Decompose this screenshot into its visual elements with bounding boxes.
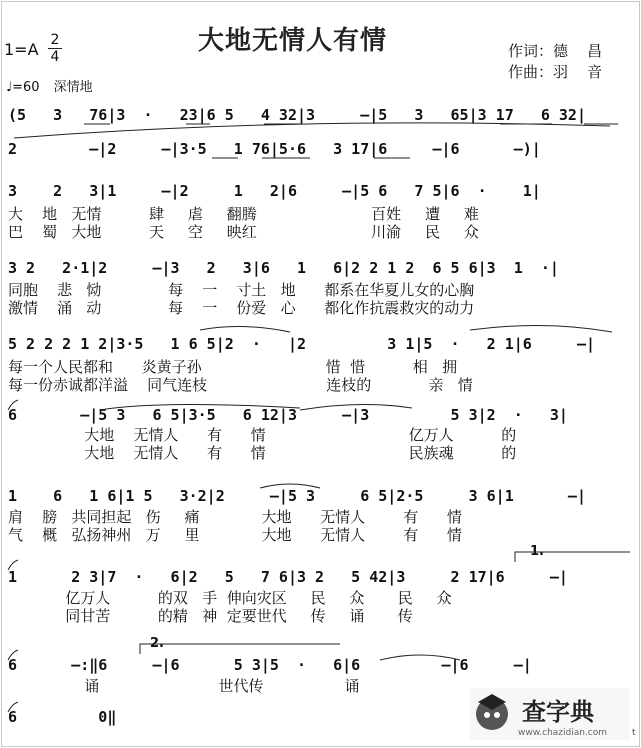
lyric-line-1: 大 地 无情 肆 虐 翻腾 百姓 遭 难 <box>8 205 479 223</box>
lyric-line-12: 同甘苦 的精 神 定要世代 传 诵 传 <box>8 607 413 625</box>
expression-mark: 深情地 <box>53 80 93 95</box>
notation-line-8: 1 2 3|7 · 6|2 5 7 6|3 2 5 42|3 2 17|6 —| <box>8 568 568 586</box>
slur <box>14 123 610 138</box>
key-signature: 1=A <box>4 40 39 59</box>
slur <box>260 484 320 488</box>
slur <box>8 650 18 660</box>
notation-line-1: (5 3 76|3 · 23|6 5 4 32|3 —|5 3 65|3 17 6 32| <box>8 106 586 124</box>
lyric-line-7: 大地 无情人 有 情 亿万人 的 <box>8 426 517 444</box>
slur <box>300 404 412 410</box>
notation-line-10: 6 0‖ <box>8 708 117 726</box>
slur <box>8 400 18 410</box>
volta-1-label: 1. <box>530 544 544 559</box>
lyric-line-4: 激情 涌 动 每 一 份爱 心 都化作抗震救灾的动力 <box>8 299 475 317</box>
slur <box>200 326 290 332</box>
volta-1-bracket <box>515 552 630 562</box>
notation-line-2: 2 —|2 —|3·5 1 76|5·6 3 17|6 —|6 —)| <box>8 140 541 158</box>
volta-2-bracket <box>140 644 340 654</box>
notation-line-4: 3 2 2·1|2 —|3 2 3|6 1 6|2 2 1 2 6 5 6|3 1 ·| <box>8 259 559 277</box>
time-bottom: 4 <box>50 49 60 65</box>
watermark-text: 查字典 <box>522 698 594 726</box>
watermark-url: www.chazidian.com <box>518 728 608 738</box>
slur <box>380 655 460 660</box>
lyric-line-6: 每一份赤诚都洋溢 同气连枝 连枝的 亲 情 <box>8 376 473 394</box>
lyric-line-3: 同胞 悲 恸 每 一 寸土 地 都系在华夏儿女的心胸 <box>8 281 475 299</box>
volta-2-label: 2. <box>150 636 164 651</box>
lyric-line-11: 亿万人 的双 手 伸向灾区 民 众 民 众 <box>8 589 452 607</box>
quarter-note-icon: ♩ <box>6 80 13 95</box>
slur <box>8 560 18 570</box>
lyricist-credit: 作词：德 昌 <box>508 42 603 60</box>
notation-line-3: 3 2 3|1 —|2 1 2|6 —|5 6 7 5|6 · 1| <box>8 182 541 200</box>
slur <box>470 325 612 332</box>
notation-line-9: 6 —:‖6 —|6 5 3|5 · 6|6 —|6 —| <box>8 656 532 674</box>
lyric-line-2: 巴 蜀 大地 天 空 映红 川渝 民 众 <box>8 223 479 241</box>
tempo-value: =60 <box>12 80 40 95</box>
slur <box>8 702 18 712</box>
time-top: 2 <box>50 32 60 48</box>
lyric-line-9: 肩 膀 共同担起 伤 痛 大地 无情人 有 情 <box>8 508 462 526</box>
slur <box>100 404 300 410</box>
song-title: 大地无情人有情 <box>198 26 388 56</box>
composer-credit: 作曲：羽 音 <box>508 63 603 81</box>
notation-line-6: 6 —|5 3 6 5|3·5 6 12|3 —|3 5 3|2 · 3| <box>8 406 568 424</box>
lyric-line-13: 诵 世代传 诵 <box>8 677 360 695</box>
notation-line-7: 1 6 1 6|1 5 3·2|2 —|5 3 6 5|2·5 3 6|1 —| <box>8 487 586 505</box>
lyric-line-5: 每一个人民都和 炎黄子孙 惜 惜 相 拥 <box>8 358 458 376</box>
notation-line-5: 5 2 2 2 1 2|3·5 1 6 5|2 · |2 3 1|5 · 2 1|6 —| <box>8 335 595 353</box>
lyric-line-10: 气 概 弘扬神州 万 里 大地 无情人 有 情 <box>8 526 462 544</box>
edge-character: t <box>632 728 636 738</box>
lyric-line-8: 大地 无情人 有 情 民族魂 的 <box>8 444 517 462</box>
